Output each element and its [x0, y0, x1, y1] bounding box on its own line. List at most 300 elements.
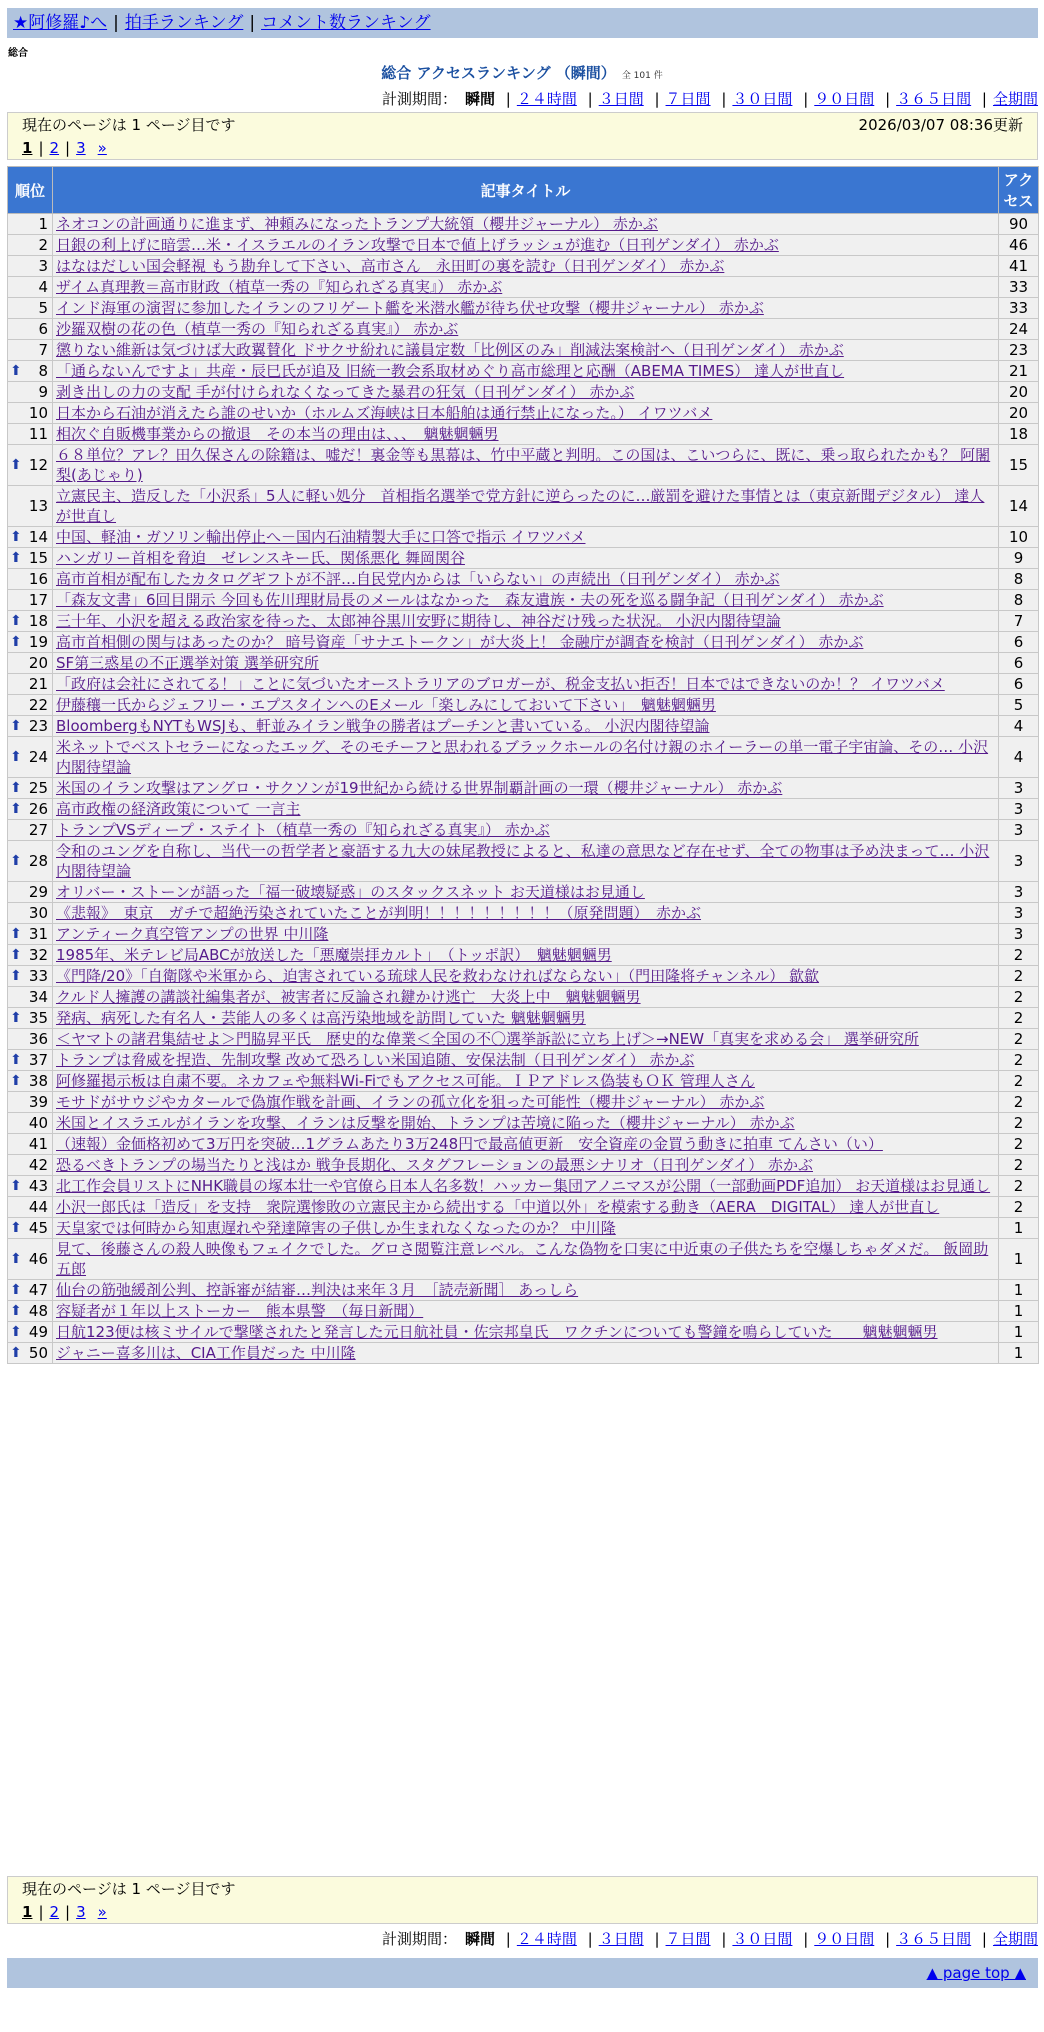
- article-link[interactable]: 見て、後藤さんの殺人映像もフェイクでした。グロさ閲覧注意レベル。こんな偽物を口実に中近東の子供たちを空爆しちゃダメだ。 飯岡助五郎: [56, 1240, 989, 1278]
- rank-cell: [8, 235, 53, 256]
- title-cell: [53, 841, 999, 882]
- rank-number: 41: [28, 1135, 48, 1153]
- title-cell: [53, 527, 999, 548]
- article-link[interactable]: 米国のイラン攻撃はアングロ・サクソンが19世紀から続ける世界制覇計画の一環（櫻井ジャーナル） 赤かぶ: [56, 779, 783, 797]
- title-cell: [53, 1239, 999, 1280]
- rank-up-arrow-icon: ⬆: [10, 634, 22, 650]
- article-link[interactable]: SF第三惑星の不正選挙対策 選挙研究所: [56, 654, 319, 672]
- rank-number: 21: [28, 675, 48, 693]
- article-link[interactable]: 高市政権の経済政策について 一言主: [56, 800, 301, 818]
- page-status: 現在のページは 1 ページ目です: [22, 1880, 236, 1898]
- table-row: [8, 569, 1039, 590]
- table-row: [8, 1071, 1039, 1092]
- rank-cell: [8, 214, 53, 235]
- article-link[interactable]: ネオコンの計画通りに進まず、神頼みになったトランプ大統領（櫻井ジャーナル） 赤かぶ: [56, 215, 658, 233]
- article-link[interactable]: 《門降/20》「自衛隊や米軍から、迫害されている琉球人民を救わなければならない」（門田隆将チャンネル） 歙歙: [56, 967, 820, 985]
- rank-cell: [8, 987, 53, 1008]
- table-row: [8, 319, 1039, 340]
- period-3d[interactable]: ３日間: [598, 1930, 644, 1948]
- article-link[interactable]: 令和のユングを自称し、当代一の哲学者と豪語する九大の妹尾教授によると、私達の意思など存在せず、全ての物事は予め決まって… 小沢内閣待望論: [56, 842, 990, 880]
- table-row: [8, 1239, 1039, 1280]
- access-count: 1: [999, 1343, 1039, 1364]
- rank-number: 2: [38, 236, 48, 254]
- table-row: [8, 445, 1039, 486]
- rank-up-arrow-icon: ⬆: [10, 1345, 22, 1361]
- rank-cell: [8, 716, 53, 737]
- table-row: [8, 1008, 1039, 1029]
- separator: |: [249, 13, 256, 33]
- rank-cell: [8, 1322, 53, 1343]
- pager-bottom: 現在のページは 1 ページ目です 1 | 2 | 3 »: [7, 1876, 1038, 1924]
- access-count: 1: [999, 1239, 1039, 1280]
- access-count: 46: [999, 235, 1039, 256]
- rank-number: 16: [28, 570, 48, 588]
- table-row: [8, 820, 1039, 841]
- title-cell: [53, 674, 999, 695]
- period-all[interactable]: 全期間: [992, 1930, 1038, 1948]
- table-row: [8, 653, 1039, 674]
- access-count: 14: [999, 486, 1039, 527]
- rank-number: 32: [28, 946, 48, 964]
- page-top-link[interactable]: ▲ page top ▲: [926, 1964, 1026, 1982]
- article-link[interactable]: BloombergもNYTもWSJも、軒並みイラン戦争の勝者はプーチンと書いている。 小沢内閣待望論: [56, 717, 710, 735]
- rank-cell: [8, 424, 53, 445]
- rank-number: 10: [28, 404, 48, 422]
- table-row: [8, 987, 1039, 1008]
- top-nav-bar: [7, 8, 1038, 38]
- rank-number: 14: [28, 528, 48, 546]
- access-count: 3: [999, 841, 1039, 882]
- rank-cell: [8, 1301, 53, 1322]
- title-cell: [53, 235, 999, 256]
- rank-up-arrow-icon: ⬆: [10, 780, 22, 796]
- article-link[interactable]: 米国とイスラエルがイランを攻撃、イランは反撃を開始、トランプは苦境に陥った（櫻井ジャーナル） 赤かぶ: [56, 1114, 795, 1132]
- page-next[interactable]: »: [97, 139, 107, 157]
- rank-number: 8: [38, 362, 48, 380]
- rank-number: 27: [28, 821, 48, 839]
- period-current: 瞬間: [464, 90, 495, 108]
- page-next[interactable]: »: [97, 1903, 107, 1921]
- article-link[interactable]: 剥き出しの力の支配 手が付けられなくなってきた暴君の狂気（日刊ゲンダイ） 赤かぶ: [56, 383, 635, 401]
- rank-number: 50: [28, 1344, 48, 1362]
- rank-cell: [8, 382, 53, 403]
- home-link[interactable]: ★阿修羅♪へ: [13, 13, 108, 33]
- access-count: 3: [999, 778, 1039, 799]
- article-link[interactable]: ジャニー喜多川は、CIA工作員だった 中川隆: [56, 1344, 356, 1362]
- ranking-table: [7, 166, 1039, 1364]
- clap-ranking-link[interactable]: 拍手ランキング: [124, 13, 244, 33]
- rank-up-arrow-icon: ⬆: [10, 1282, 22, 1298]
- access-count: 2: [999, 987, 1039, 1008]
- rank-number: 28: [28, 852, 48, 870]
- title-cell: [53, 882, 999, 903]
- period-7d[interactable]: ７日間: [665, 90, 711, 108]
- table-row: [8, 695, 1039, 716]
- article-link[interactable]: 天皇家では何時から知恵遅れや発達障害の子供しか生まれなくなったのか？ 中川隆: [56, 1219, 616, 1237]
- access-count: 15: [999, 445, 1039, 486]
- table-row: [8, 256, 1039, 277]
- rank-number: 7: [38, 341, 48, 359]
- rank-up-arrow-icon: ⬆: [10, 1073, 22, 1089]
- access-count: 33: [999, 298, 1039, 319]
- pager-top: 現在のページは 1 ページ目です 2026/03/07 08:36更新 1 | 2 | 3 »: [7, 112, 1038, 160]
- updated-time: 2026/03/07 08:36更新: [858, 116, 1023, 134]
- article-link[interactable]: 米ネットでベストセラーになったエッグ、そのモチーフと思われるブラックホールの名付け親のホイーラーの単一電子宇宙論、その… 小沢内閣待望論: [56, 738, 989, 776]
- period-all[interactable]: 全期間: [992, 90, 1038, 108]
- rank-number: 24: [28, 748, 48, 766]
- article-link[interactable]: ６８単位？アレ？田久保さんの除籍は、嘘だ！裏金等も黒幕は、竹中平蔵と判明。この国は、こいつらに、既に、乗っ取られたかも？ 阿闍梨(あじゃり): [56, 446, 991, 484]
- table-row: [8, 841, 1039, 882]
- rank-cell: [8, 590, 53, 611]
- rank-cell: [8, 1050, 53, 1071]
- access-count: 18: [999, 424, 1039, 445]
- rank-number: 43: [28, 1177, 48, 1195]
- access-count: 2: [999, 1092, 1039, 1113]
- title-cell: [53, 632, 999, 653]
- rank-number: 15: [28, 549, 48, 567]
- rank-number: 19: [28, 633, 48, 651]
- table-row: [8, 1050, 1039, 1071]
- table-row: [8, 924, 1039, 945]
- article-link[interactable]: 立憲民主、造反した「小沢系」5人に軽い処分 首相指名選挙で党方針に逆らったのに…厳罰を避けた事情とは（東京新聞デジタル） 達人が世直し: [56, 487, 985, 525]
- title-cell: [53, 653, 999, 674]
- article-link[interactable]: モサドがサウジやカタールで偽旗作戦を計画、イランの孤立化を狙った可能性（櫻井ジャーナル） 赤かぶ: [56, 1093, 765, 1111]
- table-row: [8, 590, 1039, 611]
- rank-number: 25: [28, 779, 48, 797]
- rank-cell: [8, 1071, 53, 1092]
- rank-cell: [8, 1197, 53, 1218]
- article-link[interactable]: 1985年、米テレビ局ABCが放送した「悪魔崇拝カルト」 （トッポ訳） 魑魅魍魎男: [56, 946, 612, 964]
- rank-cell: [8, 403, 53, 424]
- table-row: [8, 1218, 1039, 1239]
- table-row: [8, 1322, 1039, 1343]
- article-link[interactable]: 懲りない維新は気づけば大政翼賛化 ドサクサ紛れに議員定数「比例区のみ」削減法案検討へ（日刊ゲンダイ） 赤かぶ: [56, 341, 844, 359]
- table-row: [8, 799, 1039, 820]
- article-link[interactable]: 小沢一郎氏は「造反」を支持 衆院選惨敗の立憲民主から続出する「中道以外」を模索する動き（AERA DIGITAL） 達人が世直し: [56, 1198, 940, 1216]
- title-cell: [53, 340, 999, 361]
- access-count: 33: [999, 277, 1039, 298]
- rank-cell: [8, 632, 53, 653]
- title-cell: [53, 486, 999, 527]
- title-cell: [53, 1092, 999, 1113]
- article-link[interactable]: トランプVSディープ・ステイト（植草一秀の『知られざる真実』） 赤かぶ: [56, 821, 550, 839]
- article-link[interactable]: 《悲報》 東京 ガチで超絶汚染されていたことが判明！！！！！！！！！（原発問題） 赤かぶ: [56, 904, 702, 922]
- access-count: 1: [999, 1280, 1039, 1301]
- page-link-3[interactable]: 3: [76, 139, 86, 157]
- article-link[interactable]: 仙台の筋弛緩剤公判、控訴審が結審…判決は来年３月 ［読売新聞］ あっしら: [56, 1281, 579, 1299]
- rank-cell: [8, 737, 53, 778]
- access-count: 2: [999, 1008, 1039, 1029]
- article-link[interactable]: 伊藤穰一氏からジェフリー・エプスタインへのEメール「楽しみにしておいて下さい」 魑魅魍魎男: [56, 696, 716, 714]
- access-count: 9: [999, 548, 1039, 569]
- page-link-2[interactable]: 2: [49, 139, 60, 157]
- access-count: 10: [999, 527, 1039, 548]
- access-count: 3: [999, 799, 1039, 820]
- access-count: 2: [999, 1029, 1039, 1050]
- period-365d[interactable]: ３６５日間: [896, 90, 972, 108]
- article-link[interactable]: ザイム真理教＝高市財政（植草一秀の『知られざる真実』） 赤かぶ: [56, 278, 503, 296]
- rank-up-arrow-icon: ⬆: [10, 801, 22, 817]
- period-label: 計測期間：: [381, 1930, 457, 1948]
- rank-number: 33: [28, 967, 48, 985]
- table-row: [8, 882, 1039, 903]
- article-link[interactable]: 沙羅双樹の花の色（植草一秀の『知られざる真実』） 赤かぶ: [56, 320, 459, 338]
- title-cell: [53, 403, 999, 424]
- rank-number: 18: [28, 612, 48, 630]
- title-cell: [53, 1155, 999, 1176]
- article-link[interactable]: アンティーク真空管アンプの世界 中川隆: [56, 925, 329, 943]
- period-selector-top: 計測期間： 瞬間 | ２４時間 | ３日間 | ７日間 | ３０日間 | ９０日間 | ３６５日間 | 全期間: [381, 90, 1038, 108]
- period-365d[interactable]: ３６５日間: [896, 1930, 972, 1948]
- access-count: 1: [999, 1218, 1039, 1239]
- rank-number: 13: [28, 497, 48, 515]
- period-current: 瞬間: [464, 1930, 495, 1948]
- rank-number: 45: [28, 1219, 48, 1237]
- title-cell: [53, 799, 999, 820]
- access-count: 2: [999, 966, 1039, 987]
- rank-cell: [8, 1134, 53, 1155]
- title-cell: [53, 256, 999, 277]
- separator: |: [113, 13, 119, 33]
- rank-number: 30: [28, 904, 48, 922]
- rank-number: 9: [38, 383, 48, 401]
- access-count: 2: [999, 1071, 1039, 1092]
- rank-number: 47: [28, 1281, 48, 1299]
- article-link[interactable]: 相次ぐ自販機事業からの撤退 その本当の理由は、、、 魑魅魍魎男: [56, 425, 499, 443]
- article-link[interactable]: 発病、病死した有名人・芸能人の多くは高汚染地域を訪問していた 魑魅魍魎男: [56, 1009, 586, 1027]
- article-link[interactable]: 日本から石油が消えたら誰のせいか（ホルムズ海峡は日本船舶は通行禁止になった。） イワツバメ: [56, 404, 713, 422]
- rank-number: 23: [28, 717, 48, 735]
- article-link[interactable]: 高市首相側の関与はあったのか？ 暗号資産「サナエトークン」が大炎上！ 金融庁が調査を検討（日刊ゲンダイ） 赤かぶ: [56, 633, 864, 651]
- rank-cell: [8, 1008, 53, 1029]
- table-row: [8, 1092, 1039, 1113]
- access-count: 8: [999, 590, 1039, 611]
- access-count: 6: [999, 653, 1039, 674]
- period-90d[interactable]: ９０日間: [814, 1930, 875, 1948]
- table-row: [8, 424, 1039, 445]
- rank-up-arrow-icon: ⬆: [10, 1052, 22, 1068]
- table-row: [8, 527, 1039, 548]
- header-title: 記事タイトル: [53, 167, 999, 214]
- article-link[interactable]: インド海軍の演習に参加したイランのフリゲート艦を米潜水艦が待ち伏せ攻撃（櫻井ジャーナル） 赤かぶ: [56, 299, 764, 317]
- page-status: 現在のページは 1 ページ目です: [22, 116, 236, 134]
- table-row: [8, 716, 1039, 737]
- access-count: 20: [999, 382, 1039, 403]
- article-link[interactable]: トランプは脅威を捏造、先制攻撃 改めて恐ろしい米国追随、安保法制（日刊ゲンダイ） 赤かぶ: [56, 1051, 695, 1069]
- access-count: 4: [999, 737, 1039, 778]
- article-link[interactable]: オリバー・ストーンが語った「福一破壊疑惑」のスタックスネット お天道様はお見通し: [56, 883, 645, 901]
- table-row: [8, 277, 1039, 298]
- article-link[interactable]: 北工作会員リストにNHK職員の塚本壮一や官僚ら日本人名多数！ハッカー集団アノニマスが公開（一部動画PDF追加） お天道様はお見通し: [56, 1177, 991, 1195]
- rank-up-arrow-icon: ⬆: [10, 457, 22, 473]
- ranking-body: [8, 214, 1039, 1364]
- period-3d[interactable]: ３日間: [598, 90, 644, 108]
- rank-cell: [8, 1280, 53, 1301]
- rank-cell: [8, 277, 53, 298]
- table-row: [8, 1029, 1039, 1050]
- period-30d[interactable]: ３０日間: [732, 1930, 793, 1948]
- rank-up-arrow-icon: ⬆: [10, 529, 22, 545]
- article-link[interactable]: 「通らないんですよ」共産・辰巳氏が追及 旧統一教会系取材めぐり高市総理と応酬（ABEMA TIMES） 達人が世直し: [56, 362, 845, 380]
- page-current: 1: [22, 139, 33, 157]
- rank-cell: [8, 611, 53, 632]
- rank-cell: [8, 445, 53, 486]
- access-count: 41: [999, 256, 1039, 277]
- access-count: 4: [999, 716, 1039, 737]
- access-count: 3: [999, 903, 1039, 924]
- table-row: [8, 611, 1039, 632]
- rank-number: 48: [28, 1302, 48, 1320]
- access-count: 3: [999, 882, 1039, 903]
- article-link[interactable]: 日銀の利上げに暗雲…米・イスラエルのイラン攻撃で日本で値上げラッシュが進む（日刊ゲンダイ） 赤かぶ: [56, 236, 779, 254]
- title-cell: [53, 1113, 999, 1134]
- access-count: 1: [999, 1301, 1039, 1322]
- access-count: 7: [999, 611, 1039, 632]
- title-cell: [53, 820, 999, 841]
- article-link[interactable]: 「政府は会社にされてる！」ことに気づいたオーストラリアのブロガーが、税金支払い拒否！日本ではできないのか！？ イワツバメ: [56, 675, 945, 693]
- access-count: 24: [999, 319, 1039, 340]
- table-row: [8, 1113, 1039, 1134]
- rank-cell: [8, 778, 53, 799]
- title-cell: [53, 778, 999, 799]
- article-link[interactable]: はなはだしい国会軽視 もう勘弁して下さい、高市さん 永田町の裏を読む（日刊ゲンダイ） 赤かぶ: [56, 257, 725, 275]
- title-cell: [53, 1280, 999, 1301]
- rank-cell: [8, 256, 53, 277]
- rank-number: 29: [28, 883, 48, 901]
- access-count: 8: [999, 569, 1039, 590]
- table-row: [8, 486, 1039, 527]
- table-row: [8, 340, 1039, 361]
- title-cell: [53, 966, 999, 987]
- title-cell: [53, 945, 999, 966]
- rank-up-arrow-icon: ⬆: [10, 1220, 22, 1236]
- rank-number: 3: [38, 257, 48, 275]
- period-30d[interactable]: ３０日間: [732, 90, 793, 108]
- rank-cell: [8, 1239, 53, 1280]
- footer-bar: [7, 1958, 1038, 1988]
- title-cell: [53, 319, 999, 340]
- title-cell: [53, 382, 999, 403]
- rank-up-arrow-icon: ⬆: [10, 718, 22, 734]
- article-link[interactable]: 容疑者が１年以上ストーカー 熊本県警 （毎日新聞）: [56, 1302, 424, 1320]
- table-row: [8, 674, 1039, 695]
- rank-number: 1: [38, 215, 48, 233]
- title-cell: [53, 924, 999, 945]
- access-count: 5: [999, 695, 1039, 716]
- title-cell: [53, 716, 999, 737]
- rank-number: 49: [28, 1323, 48, 1341]
- rank-number: 5: [38, 299, 48, 317]
- rank-up-arrow-icon: ⬆: [10, 749, 22, 765]
- article-link[interactable]: 恐るべきトランプの場当たりと浅はか 戦争長期化、スタグフレーションの最悪シナリオ（日刊ゲンダイ） 赤かぶ: [56, 1156, 813, 1174]
- title-cell: [53, 298, 999, 319]
- header-rank: 順位: [8, 167, 53, 214]
- article-link[interactable]: （速報）金価格初めて3万円を突破…1グラムあたり3万248円で最高値更新 安全資産の金買う動きに拍車 てんさい（い）: [56, 1135, 883, 1153]
- rank-number: 17: [28, 591, 48, 609]
- rank-up-arrow-icon: ⬆: [10, 968, 22, 984]
- period-24h[interactable]: ２４時間: [516, 1930, 577, 1948]
- rank-number: 42: [28, 1156, 48, 1174]
- rank-cell: [8, 924, 53, 945]
- rank-number: 46: [28, 1250, 48, 1268]
- access-count: 2: [999, 1050, 1039, 1071]
- rank-cell: [8, 882, 53, 903]
- rank-cell: [8, 319, 53, 340]
- rank-up-arrow-icon: ⬆: [10, 1251, 22, 1267]
- rank-cell: [8, 653, 53, 674]
- table-row: [8, 1280, 1039, 1301]
- table-row: [8, 298, 1039, 319]
- period-24h[interactable]: ２４時間: [516, 90, 577, 108]
- rank-number: 26: [28, 800, 48, 818]
- rank-up-arrow-icon: ⬆: [10, 1178, 22, 1194]
- rank-cell: [8, 569, 53, 590]
- rank-number: 39: [28, 1093, 48, 1111]
- title-cell: [53, 1218, 999, 1239]
- title-cell: [53, 277, 999, 298]
- rank-up-arrow-icon: ⬆: [10, 926, 22, 942]
- rank-cell: [8, 799, 53, 820]
- period-7d[interactable]: ７日間: [665, 1930, 711, 1948]
- title-cell: [53, 569, 999, 590]
- title-cell: [53, 987, 999, 1008]
- page-link-2[interactable]: 2: [49, 1903, 60, 1921]
- comment-ranking-link[interactable]: コメント数ランキング: [261, 13, 431, 33]
- article-link[interactable]: 高市首相が配布したカタログギフトが不評…自民党内からは「いらない」の声続出（日刊ゲンダイ） 赤かぶ: [56, 570, 780, 588]
- title-cell: [53, 1134, 999, 1155]
- table-row: [8, 1343, 1039, 1364]
- article-link[interactable]: ＜ヤマトの諸君集結せよ＞門脇昇平氏 歴史的な偉業＜全国の不〇選挙訴訟に立ち上げ＞→NEW「真実を求める会」 選挙研究所: [56, 1030, 919, 1048]
- rank-cell: [8, 1343, 53, 1364]
- ranking-title: 総合 アクセスランキング （瞬間）: [381, 64, 616, 82]
- article-link[interactable]: 「森友文書」6回目開示 今回も佐川理財局長のメールはなかった 森友遺族・夫の死を巡る闘争記（日刊ゲンダイ） 赤かぶ: [56, 591, 884, 609]
- rank-number: 35: [28, 1009, 48, 1027]
- title-cell: [53, 361, 999, 382]
- table-row: [8, 1176, 1039, 1197]
- article-link[interactable]: クルド人擁護の講談社編集者が、被害者に反論され鍵かけ逃亡 大炎上中 魑魅魍魎男: [56, 988, 641, 1006]
- period-90d[interactable]: ９０日間: [814, 90, 875, 108]
- title-cell: [53, 1029, 999, 1050]
- title-cell: [53, 1071, 999, 1092]
- rank-number: 40: [28, 1114, 48, 1132]
- title-cell: [53, 1050, 999, 1071]
- rank-cell: [8, 1155, 53, 1176]
- category-label: 総合: [8, 48, 28, 59]
- article-link[interactable]: 阿修羅掲示板は自粛不要。ネカフェや無料Wi-Fiでもアクセス可能。ＩＰアドレス偽装もＯＫ 管理人さん: [56, 1072, 755, 1090]
- article-link[interactable]: ハンガリー首相を脅迫 ゼレンスキー氏、関係悪化 舞岡関谷: [56, 549, 465, 567]
- page-link-3[interactable]: 3: [76, 1903, 86, 1921]
- table-row: [8, 548, 1039, 569]
- access-count: 20: [999, 403, 1039, 424]
- article-link[interactable]: 中国、軽油・ガソリン輸出停止へ－国内石油精製大手に口答で指示 イワツバメ: [56, 528, 586, 546]
- article-link[interactable]: 日航123便は核ミサイルで撃墜されたと発言した元日航社員・佐宗邦皇氏 ワクチンについても警鐘を鳴らしていた 魑魅魍魎男: [56, 1323, 938, 1341]
- rank-number: 6: [38, 320, 48, 338]
- rank-cell: [8, 1113, 53, 1134]
- rank-cell: [8, 486, 53, 527]
- access-count: 2: [999, 1176, 1039, 1197]
- rank-up-arrow-icon: ⬆: [10, 1010, 22, 1026]
- period-label: 計測期間：: [381, 90, 457, 108]
- title-cell: [53, 214, 999, 235]
- access-count: 6: [999, 674, 1039, 695]
- table-row: [8, 382, 1039, 403]
- article-link[interactable]: 三十年、小沢を超える政治家を待った、太郎神谷黒川安野に期待し、神谷だけ残った状況。 小沢内閣待望論: [56, 612, 781, 630]
- period-selector-bottom: 計測期間： 瞬間 | ２４時間 | ３日間 | ７日間 | ３０日間 | ９０日間 | ３６５日間 | 全期間: [381, 1930, 1038, 1948]
- table-row: [8, 945, 1039, 966]
- rank-cell: [8, 903, 53, 924]
- rank-cell: [8, 527, 53, 548]
- rank-number: 34: [28, 988, 48, 1006]
